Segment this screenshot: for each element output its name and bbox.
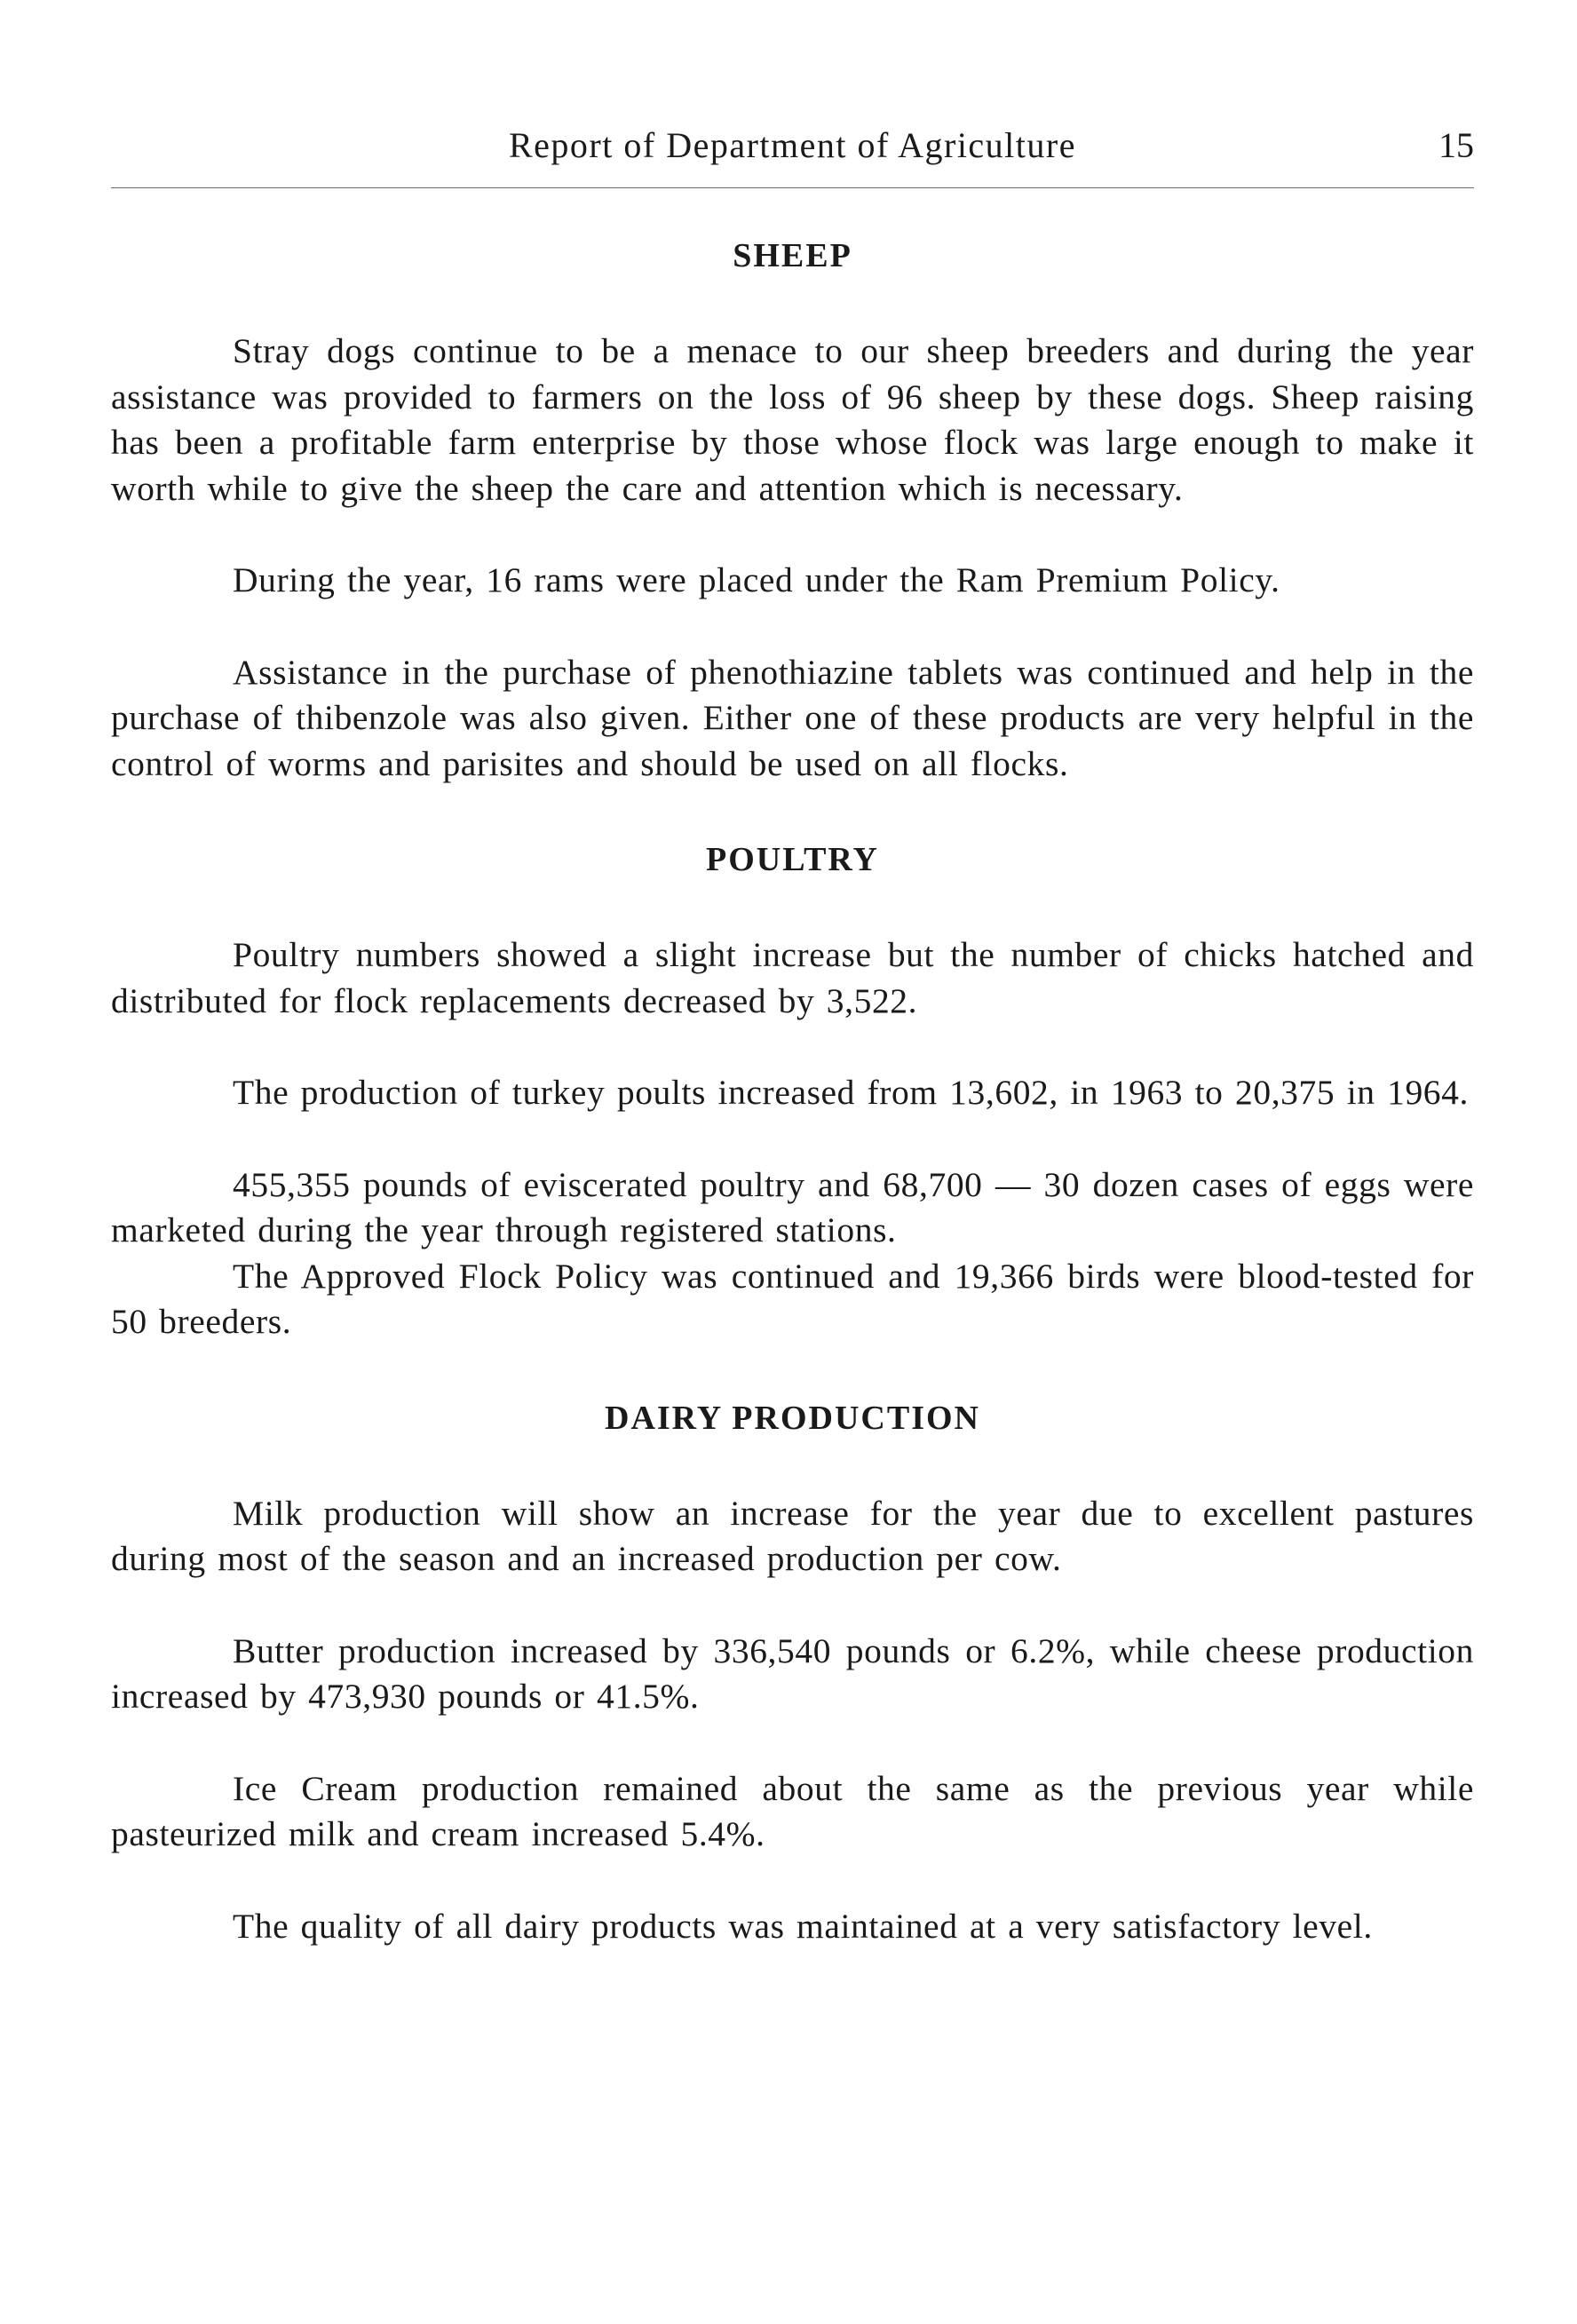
paragraph: Stray dogs continue to be a menace to our sheep breeders and during the year assistance was provided to farmers on the loss of 96 sheep by these dogs. Sheep raising has been a profitable farm enterprise by those whose flock was large enough to make it worth while to give the sheep the care and attention which is necessary. (111, 331, 1474, 508)
section-heading-sheep: SHEEP (733, 237, 852, 274)
paragraph: Butter production increased by 336,540 pounds or 6.2%, while cheese production increased by 473,930 pounds or 41.5%. (111, 1630, 1474, 1716)
paragraph: Ice Cream production remained about the same as the previous year while pasteurized milk and cream increased 5.4%. (111, 1768, 1474, 1853)
paragraph: Milk production will show an increase for the year due to excellent pastures during most of the season and an increased production per cow. (111, 1493, 1474, 1578)
paragraph: The Approved Flock Policy was continued and 19,366 birds were blood-tested for 50 breeders. (111, 1256, 1474, 1341)
page-body (111, 233, 1474, 1949)
paragraph: 455,355 pounds of eviscerated poultry and 68,700 — 30 dozen cases of eggs were marketed during the year through registered stations. (111, 1164, 1474, 1249)
paragraph: The quality of all dairy products was maintained at a very satisfactory level. (233, 1906, 1373, 1946)
paragraph: The production of turkey poults increased from 13,602, in 1963 to 20,375 in 1964. (233, 1073, 1469, 1112)
section-heading-poultry: POULTRY (706, 841, 879, 878)
section-poultry (111, 837, 1474, 1345)
running-header (111, 124, 1474, 178)
paragraph: Assistance in the purchase of phenothiazine tablets was continued and help in the purchase of thibenzole was also given. Either one of these products are very helpful in the control of worms and parisites and should be used on all flocks. (111, 652, 1474, 783)
paragraph: Poultry numbers showed a slight increase but the number of chicks hatched and distributed for flock replacements decreased by 3,522. (111, 935, 1474, 1020)
section-dairy-production (111, 1395, 1474, 1950)
paragraph: During the year, 16 rams were placed under the Ram Premium Policy. (233, 560, 1280, 599)
section-sheep (111, 233, 1474, 787)
running-title: Report of Department of Agriculture (509, 125, 1076, 165)
page-number: 15 (1438, 125, 1474, 165)
section-heading-dairy-production: DAIRY PRODUCTION (605, 1399, 980, 1437)
header-rule (111, 187, 1474, 188)
